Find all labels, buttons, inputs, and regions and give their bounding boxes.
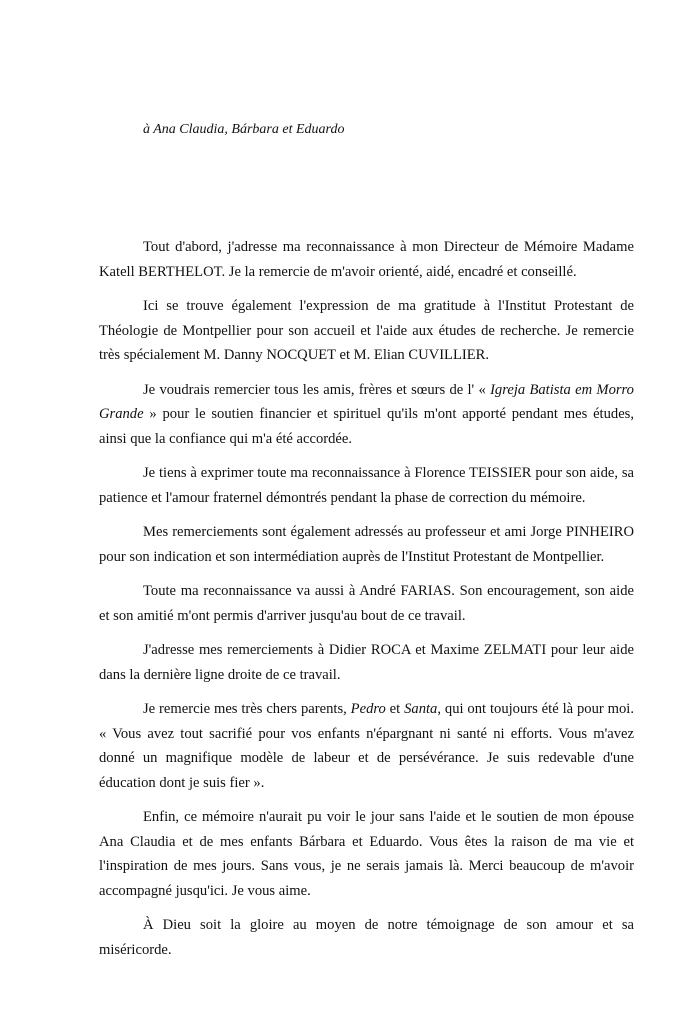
text-segment: Je tiens à exprimer toute ma reconnaissance à Florence TEISSIER pour son aide, sa patience et l'amour fraternel démontrés pendant la phase de correction du mémoire. <box>99 465 634 506</box>
paragraph <box>99 378 634 452</box>
text-segment: Enfin, ce mémoire n'aurait pu voir le jour sans l'aide et le soutien de mon épouse Ana Claudia et de mes enfants Bárbara et Eduardo. Vous êtes la raison de ma vie et l'inspiration de mes jours. Sans vous, je ne serais jamais là. Merci beaucoup de m'avoir accompagné jusqu'ici. Je vous aime. <box>99 809 634 899</box>
text-segment: Je voudrais remercier tous les amis, frères et sœurs de l' « <box>143 381 491 398</box>
dedication: à Ana Claudia, Bárbara et Eduardo <box>143 122 345 137</box>
text-segment: Ici se trouve également l'expression de ma gratitude à l'Institut Protestant de Théologie de Montpellier pour son accueil et l'aide aux études de recherche. Je remercie très spécialement M. Danny NOCQUET et M. Elian CUVILLIER. <box>99 298 634 363</box>
italic-text: Santa <box>404 701 438 717</box>
italic-text: Pedro <box>350 701 386 717</box>
paragraph <box>99 520 634 569</box>
italic-text: Igreja Batista em Morro Grande <box>99 381 634 422</box>
paragraph <box>99 638 634 687</box>
text-segment: Toute ma reconnaissance va aussi à André FARIAS. Son encouragement, son aide et son amitié m'ont permis d'arriver jusqu'au bout de ce travail. <box>99 583 634 624</box>
paragraph <box>99 913 634 962</box>
text-segment: J'adresse mes remerciements à Didier ROCA et Maxime ZELMATI pour leur aide dans la dernière ligne droite de ce travail. <box>99 642 634 683</box>
text-segment: » pour le soutien financier et spirituel qu'ils m'ont apporté pendant mes études, ainsi que la confiance qui m'a été accordée. <box>99 406 634 447</box>
text-segment: , qui ont toujours été là pour moi. « Vous avez tout sacrifié pour vos enfants n'épargnant ni santé ni efforts. Vous m'avez donné un magnifique modèle de labeur et de persévérance. Je suis redevable d'une éducation dont je suis fier ». <box>99 701 634 791</box>
acknowledgements-body <box>99 235 634 962</box>
text-segment: À Dieu soit la gloire au moyen de notre témoignage de son amour et sa miséricorde. <box>99 917 634 958</box>
paragraph <box>99 697 634 795</box>
text-segment: Tout d'abord, j'adresse ma reconnaissance à mon Directeur de Mémoire Madame Katell BERTHELOT. Je la remercie de m'avoir orienté, aidé, encadré et conseillé. <box>99 239 634 280</box>
paragraph <box>99 235 634 284</box>
paragraph <box>99 294 634 368</box>
paragraph <box>99 461 634 510</box>
paragraph <box>99 579 634 628</box>
paragraph <box>99 805 634 903</box>
text-segment: Je remercie mes très chers parents, <box>143 701 351 717</box>
text-segment: et <box>385 701 405 717</box>
text-segment: Mes remerciements sont également adressés au professeur et ami Jorge PINHEIRO pour son indication et son intermédiation auprès de l'Institut Protestant de Montpellier. <box>99 524 634 565</box>
